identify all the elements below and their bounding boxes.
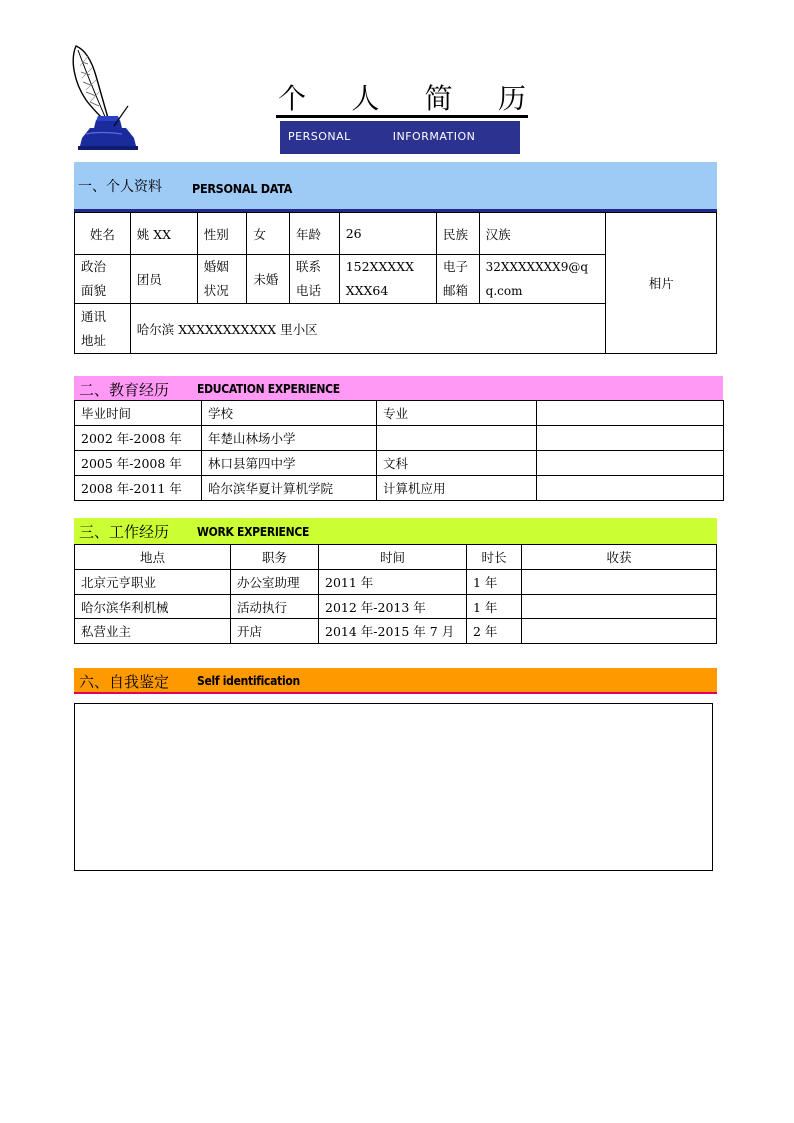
table-row — [75, 451, 724, 476]
personal-heading-en: PERSONAL DATA — [192, 181, 293, 196]
work-cell: 1 年 — [467, 595, 522, 619]
table-row — [75, 476, 724, 501]
work-cell — [522, 619, 717, 644]
education-cell: 年楚山林场小学 — [202, 426, 377, 451]
table-row — [75, 426, 724, 451]
email-value: 32XXXXXXX9@q q.com — [479, 255, 606, 304]
work-cell — [522, 570, 717, 595]
work-cell: 私营业主 — [75, 619, 231, 644]
education-cell: 2002 年-2008 年 — [75, 426, 202, 451]
table-row — [75, 595, 717, 619]
phone-value: 152XXXXX XXX64 — [339, 255, 436, 304]
work-cell: 2014 年-2015 年 7 月 — [319, 619, 467, 644]
work-cell: 哈尔滨华利机械 — [75, 595, 231, 619]
address-value: 哈尔滨 XXXXXXXXXXX 里小区 — [130, 304, 606, 354]
self-section-bar — [74, 668, 717, 694]
work-cell: 2011 年 — [319, 570, 467, 595]
subtitle: PERSONAL INFORMATION — [288, 130, 476, 143]
work-section-bar — [74, 518, 717, 544]
education-header-cell: 毕业时间 — [75, 401, 202, 426]
education-heading-en: EDUCATION EXPERIENCE — [197, 382, 340, 396]
work-heading: 三、工作经历 — [79, 523, 170, 541]
personal-section-bar — [74, 162, 717, 212]
title-char: 个 — [278, 82, 307, 115]
table-row — [75, 619, 717, 644]
phone-label: 联系 电话 — [290, 255, 340, 304]
education-header-cell: 学校 — [202, 401, 377, 426]
name-value: 姚 XX — [130, 213, 197, 255]
work-header-cell: 时长 — [467, 545, 522, 570]
education-header-cell: 专业 — [377, 401, 537, 426]
gender-label: 性别 — [197, 213, 247, 255]
education-cell: 哈尔滨华夏计算机学院 — [202, 476, 377, 501]
personal-table — [74, 212, 717, 354]
self-identification-box — [74, 703, 713, 871]
education-section-bar — [74, 376, 723, 400]
education-cell — [537, 476, 724, 501]
work-cell — [522, 595, 717, 619]
title-char: 人 — [351, 82, 380, 115]
table-row — [75, 570, 717, 595]
education-cell: 林口县第四中学 — [202, 451, 377, 476]
education-cell: 计算机应用 — [377, 476, 537, 501]
work-cell: 2012 年-2013 年 — [319, 595, 467, 619]
work-cell: 北京元亨职业 — [75, 570, 231, 595]
name-label: 姓名 — [75, 213, 131, 255]
title-char: 历 — [497, 82, 526, 115]
self-heading-en: Self identification — [197, 674, 300, 688]
education-header-cell — [537, 401, 724, 426]
education-cell: 2008 年-2011 年 — [75, 476, 202, 501]
ethnic-label: 民族 — [437, 213, 480, 255]
work-header-cell: 时间 — [319, 545, 467, 570]
work-cell: 2 年 — [467, 619, 522, 644]
politics-value: 团员 — [130, 255, 197, 304]
ethnic-value: 汉族 — [479, 213, 606, 255]
quill-pen-icon — [68, 42, 142, 152]
photo-cell: 相片 — [606, 213, 717, 354]
email-label: 电子 邮箱 — [437, 255, 480, 304]
marital-label: 婚姻 状况 — [197, 255, 247, 304]
education-heading: 二、教育经历 — [79, 381, 170, 399]
title-char: 简 — [424, 82, 453, 115]
self-heading: 六、自我鉴定 — [79, 673, 170, 691]
resume-title — [276, 82, 528, 118]
education-cell — [377, 426, 537, 451]
education-cell — [537, 426, 724, 451]
work-cell: 办公室助理 — [231, 570, 319, 595]
gender-value: 女 — [247, 213, 290, 255]
work-cell: 1 年 — [467, 570, 522, 595]
personal-heading: 一、个人资料 — [78, 179, 162, 195]
work-header-cell: 职务 — [231, 545, 319, 570]
age-value: 26 — [339, 213, 436, 255]
marital-value: 未婚 — [247, 255, 290, 304]
work-cell: 开店 — [231, 619, 319, 644]
address-label: 通讯 地址 — [75, 304, 131, 354]
education-cell: 2005 年-2008 年 — [75, 451, 202, 476]
work-header-cell: 收获 — [522, 545, 717, 570]
work-table — [74, 544, 717, 644]
age-label: 年龄 — [290, 213, 340, 255]
work-cell: 活动执行 — [231, 595, 319, 619]
education-cell: 文科 — [377, 451, 537, 476]
work-heading-en: WORK EXPERIENCE — [197, 525, 310, 539]
education-table — [74, 400, 724, 501]
politics-label: 政治 面貌 — [75, 255, 131, 304]
work-header-cell: 地点 — [75, 545, 231, 570]
education-cell — [537, 451, 724, 476]
